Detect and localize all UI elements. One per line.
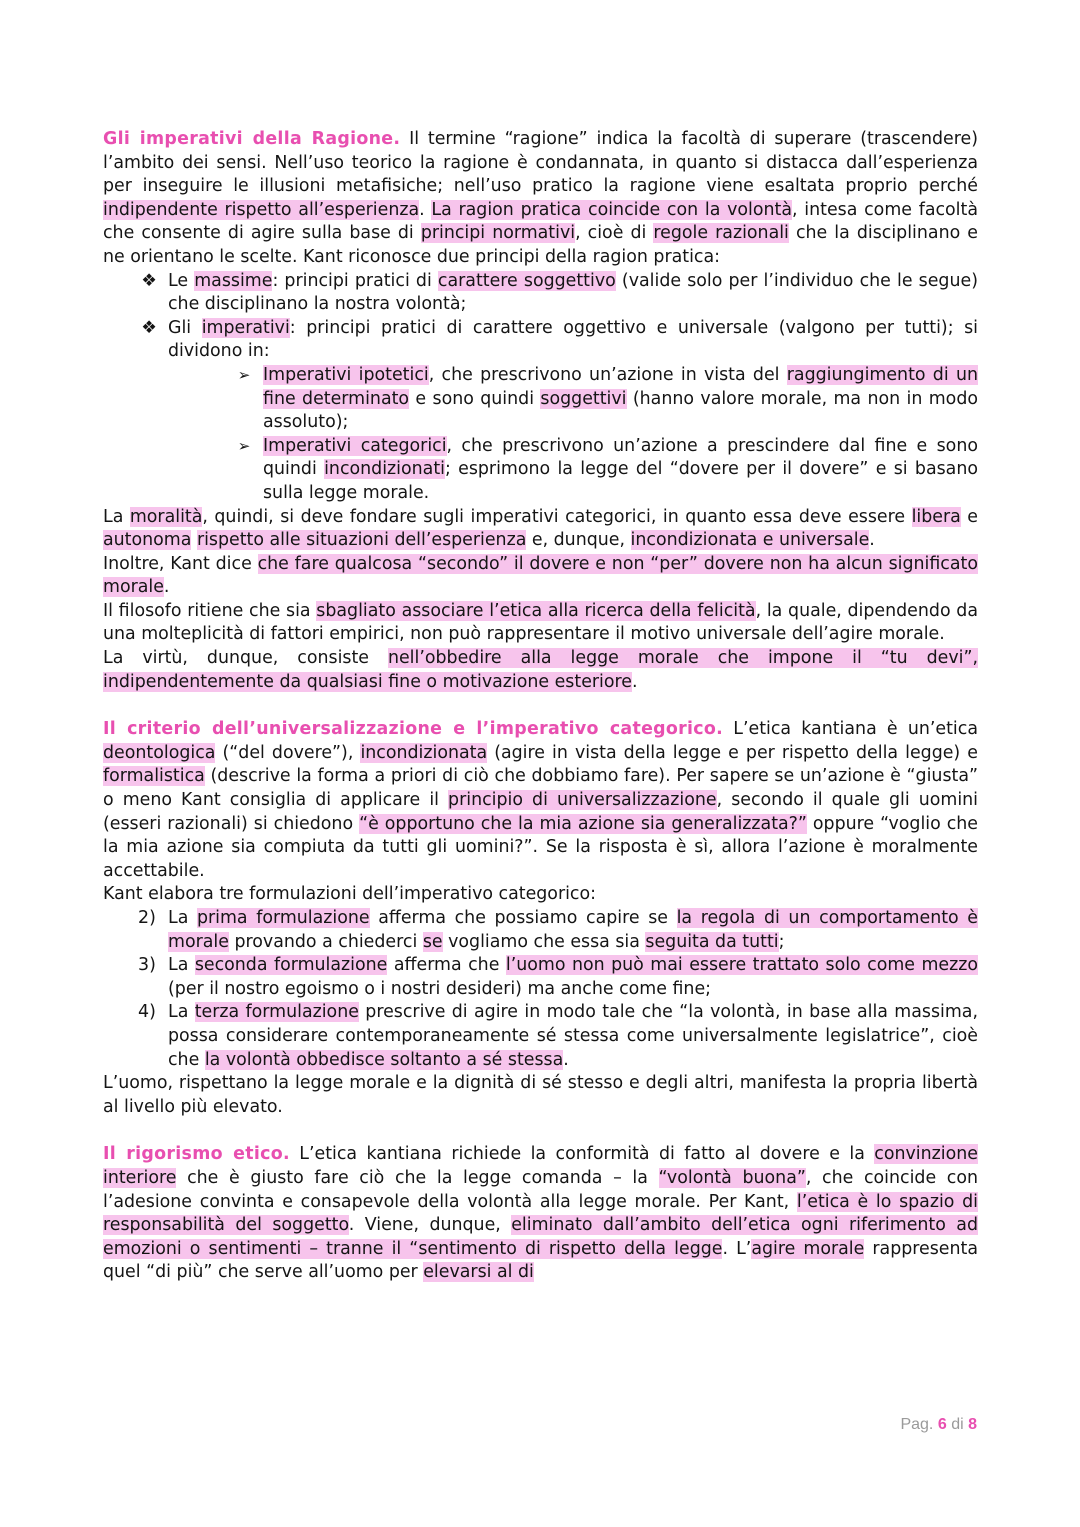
highlighted-text: se: [422, 931, 443, 952]
highlighted-text: incondizionati: [324, 459, 445, 480]
list-item: [138, 1001, 978, 1072]
text-run: (descrive la forma a priori di ciò che dobbiamo fare). Per sapere se un’azione è “giusta” o meno Kant consiglia di applicare il: [103, 766, 978, 811]
text-run: , quindi, si deve fondare sugli imperativi categorici, in quanto essa deve essere: [202, 506, 912, 527]
page-number: Pag. 6 di 8: [900, 1416, 977, 1433]
text-run: .: [631, 671, 638, 692]
text-run: L’etica kantiana è un’etica: [723, 719, 978, 740]
diamond-bullet-icon: ❖: [141, 270, 157, 291]
list-number: 3): [138, 955, 156, 976]
highlighted-text: “volontà buona”: [658, 1167, 806, 1188]
text-run: e: [960, 506, 979, 527]
highlighted-text: libera: [911, 506, 961, 527]
highlighted-text: Imperativi categorici: [263, 435, 447, 456]
text-run: Il termine “ragione” indica la facoltà di superare (trascendere) l’ambito dei sensi. Nell’uso teorico la ragione è condannata, in quanto si distacca dall’esperienza per inseguire le illusioni metafisiche; nell’uso pratico la ragione viene esaltata proprio perché: [103, 129, 979, 197]
text-run: che la disciplinano e ne orientano le scelte. Kant riconosce due principi della ragion pratica:: [103, 223, 978, 267]
text-run: .: [563, 1049, 569, 1070]
highlighted-text: elevarsi al di: [423, 1262, 534, 1283]
highlighted-text: incondizionata e universale: [630, 530, 870, 551]
text-run: oppure “voglio che la mia azione sia compiuta da tutti gli uomini?”. Se la risposta è sì, allora l’azione è moralmente accettabile.: [103, 813, 979, 881]
text-run: rappresenta quel “di più” che serve all’uomo per: [103, 1238, 978, 1283]
text-run: prescrive di agire in modo tale che “la volontà, in base alla massima, possa considerare contemporaneamente sé stessa come universalmente legislatrice”, cioè che: [168, 1002, 978, 1070]
text-run: L’etica kantiana richiede la conformità di fatto al dovere e la: [289, 1144, 875, 1165]
highlighted-text: prima formulazione: [196, 908, 370, 928]
list-item: [138, 317, 978, 506]
highlighted-text: la volontà obbedisce soltanto a sé stessa: [204, 1049, 564, 1070]
list-item: [233, 364, 978, 435]
highlighted-text: convinzione interiore: [103, 1144, 978, 1188]
highlighted-text: seconda formulazione: [194, 955, 388, 976]
highlighted-text: raggiungimento di un fine determinato: [263, 364, 978, 409]
text-run: Gli: [168, 317, 202, 338]
highlighted-text: moralità: [129, 506, 203, 527]
text-run: (per il nostro egoismo o i nostri desideri) ma anche come fine;: [168, 978, 712, 999]
document-page: [103, 128, 978, 1285]
section-title-rigorismo: Il rigorismo etico.: [103, 1144, 290, 1165]
highlighted-text: principi normativi: [420, 223, 576, 244]
highlighted-text: carattere soggettivo: [437, 270, 616, 291]
text-run: La: [168, 908, 197, 928]
section-universalizzazione-p1: [103, 718, 978, 883]
text-run: , cioè di: [575, 223, 654, 244]
text-run: : principi pratici di: [272, 270, 438, 291]
text-run: (agire in vista della legge e per rispetto della legge) e: [487, 742, 978, 763]
highlighted-text: terza formulazione: [194, 1002, 359, 1023]
highlighted-text: che fare qualcosa “secondo” il dovere e non “per” dovere non ha alcun significato morale: [103, 553, 978, 598]
text-run: Inoltre, Kant dice: [103, 553, 258, 574]
section-imperativi-p1: [103, 128, 978, 270]
highlighted-text: agire morale: [751, 1238, 865, 1259]
text-run: che è giusto fare ciò che la legge comanda – la: [176, 1167, 659, 1188]
text-run: provando a chiederci: [228, 931, 423, 952]
highlighted-text: soggettivi: [540, 388, 627, 409]
text-run: e sono quindi: [409, 388, 541, 409]
list-item: [138, 907, 978, 954]
list-item: [138, 270, 978, 317]
diamond-bullet-icon: ❖: [141, 317, 157, 338]
highlighted-text: formalistica: [103, 766, 205, 787]
highlighted-text: autonoma: [103, 530, 192, 551]
highlighted-text: massime: [194, 270, 273, 291]
text-run: Il filosofo ritiene che sia: [103, 600, 317, 621]
highlighted-text: l’etica è lo spazio di responsabilità del soggetto: [103, 1191, 978, 1236]
highlighted-text: indipendente rispetto all’esperienza: [103, 199, 420, 220]
paragraph: [103, 647, 978, 694]
principles-list: [103, 270, 978, 506]
arrow-bullet-icon: ➢: [237, 436, 251, 455]
text-run: La virtù, dunque, consiste: [103, 648, 388, 669]
list-number: 4): [138, 1002, 156, 1023]
text-run: , che coincide con l’adesione convinta e consapevole della volontà alla legge morale. Per Kant,: [103, 1167, 978, 1212]
highlighted-text: la regola di un comportamento è morale: [168, 908, 978, 952]
text-run: : principi pratici di carattere oggettivo e universale (valgono per tutti); si dividono in:: [168, 317, 979, 362]
formulations-list: [103, 907, 978, 1072]
text-run: , che prescrivono un’azione a prescindere dal fine e sono quindi: [263, 435, 978, 480]
paragraph: [103, 553, 978, 600]
text-run: ; esprimono la legge del “dovere per il dovere” e si basano sulla legge morale.: [263, 459, 978, 503]
highlighted-text: imperativi: [201, 317, 290, 338]
highlighted-text: seguita da tutti: [645, 931, 779, 952]
text-run: (“del dovere”),: [215, 742, 361, 763]
text-run: .: [419, 199, 432, 220]
text-run: afferma che possiamo capire se: [369, 908, 677, 928]
highlighted-text: l’uomo non può mai essere trattato solo come mezzo: [505, 955, 979, 976]
highlighted-text: Imperativi ipotetici: [263, 364, 429, 385]
text-run: Le: [168, 270, 195, 291]
text-run: . L’: [722, 1238, 752, 1259]
text-run: (hanno valore morale, ma non in modo assoluto);: [263, 388, 978, 433]
highlighted-text: nell’obbedire alla legge morale che impone il “tu devi”, indipendentemente da qualsiasi fine o motivazione esteriore: [103, 648, 978, 692]
section-title-universalizzazione: Il criterio dell’universalizzazione e l’imperativo categorico.: [103, 719, 724, 740]
text-run: La: [103, 506, 130, 527]
highlighted-text: La ragion pratica coincide con la volontà: [431, 199, 793, 220]
text-run: .: [869, 530, 875, 551]
highlighted-text: eliminato: [511, 1215, 593, 1236]
text-run: afferma che: [387, 955, 506, 976]
arrow-bullet-icon: ➢: [237, 365, 251, 384]
text-run: La: [168, 955, 195, 976]
paragraph: Kant elabora tre formulazioni dell’imperativo categorico:: [103, 884, 596, 905]
paragraph: L’uomo, rispettano la legge morale e la dignità di sé stesso e degli altri, manifesta la propria libertà al livello più elevato.: [103, 1073, 978, 1117]
text-run: , la quale, dipendendo da una molteplicità di fattori empirici, non può rappresentare il motivo universale dell’agire morale.: [103, 600, 978, 645]
text-run: , intesa come facoltà che consente di agire sulla base di: [103, 199, 978, 244]
paragraph: [103, 600, 978, 647]
highlighted-text: sbagliato associare l’etica alla ricerca della felicità: [316, 600, 756, 621]
list-item: [138, 954, 978, 1001]
text-run: ;: [778, 931, 785, 952]
text-run: e, dunque,: [526, 530, 631, 551]
section-title-imperativi: Gli imperativi della Ragione.: [103, 129, 401, 149]
highlighted-text: incondizionata: [360, 742, 488, 763]
text-run: . Viene, dunque,: [348, 1215, 512, 1236]
imperatives-sublist: [133, 364, 978, 506]
text-run: , secondo il quale gli uomini (esseri razionali) si chiedono: [103, 790, 979, 834]
paragraph: [103, 506, 978, 553]
highlighted-text: “è opportuno che la mia azione sia generalizzata?”: [359, 813, 807, 834]
text-run: (valide solo per l’individuo che le segue) che disciplinano la nostra volontà;: [168, 270, 978, 315]
highlighted-text: deontologica: [103, 742, 216, 763]
text-run: .: [163, 577, 170, 598]
section-rigorismo-p1: [103, 1143, 978, 1285]
highlighted-text: rispetto alle situazioni dell’esperienza: [196, 530, 527, 551]
highlighted-text: principio di universalizzazione: [448, 790, 717, 811]
highlighted-text: regole razionali: [653, 223, 789, 244]
list-item: [233, 435, 978, 506]
highlighted-text: dall’ambito dell’etica ogni riferimento ad emozioni o sentimenti – tranne il “sentimento di rispetto della legge: [103, 1215, 978, 1259]
text-run: La: [168, 1002, 195, 1023]
text-run: , che prescrivono un’azione in vista del: [428, 364, 787, 385]
text-run: vogliamo che essa sia: [442, 931, 646, 952]
list-number: 2): [138, 908, 156, 928]
